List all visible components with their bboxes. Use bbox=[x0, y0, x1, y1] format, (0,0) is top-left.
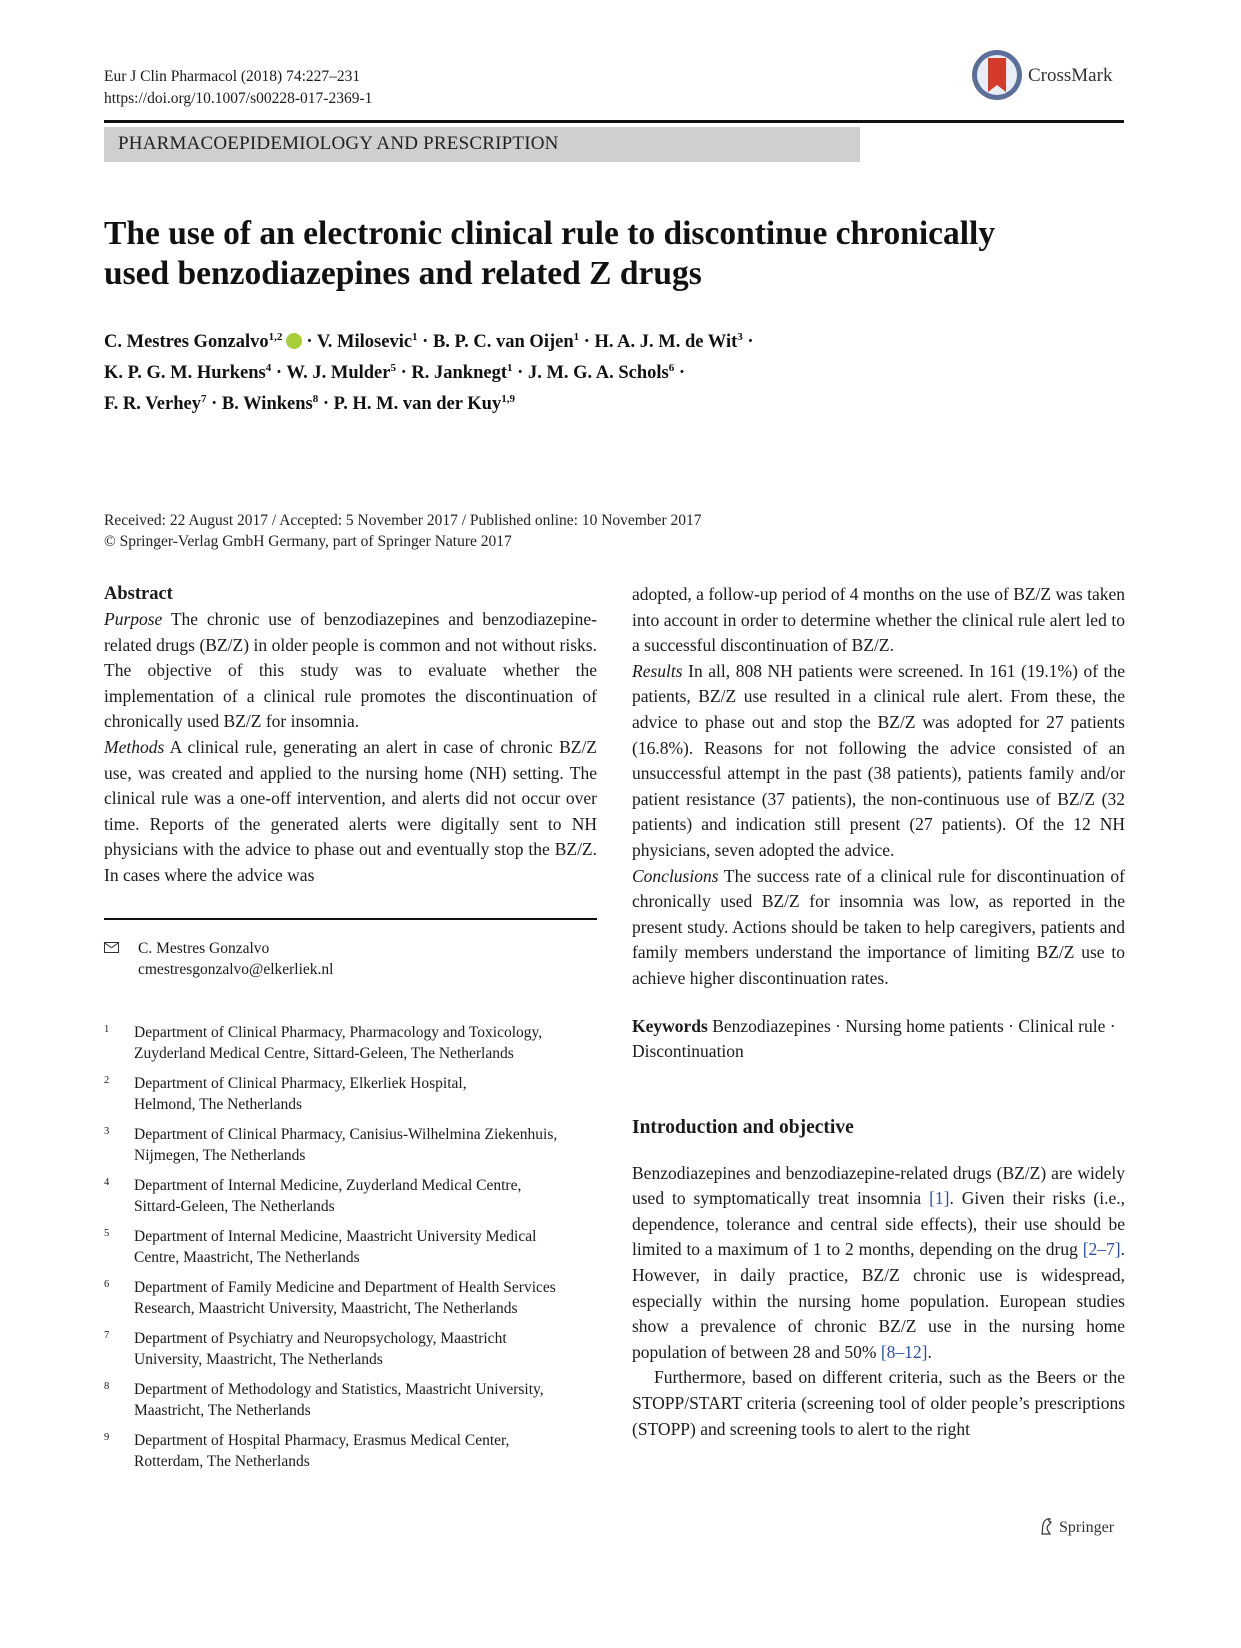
author-name[interactable]: J. M. G. A. Schols bbox=[527, 363, 669, 384]
author-name[interactable]: K. P. G. M. Hurkens bbox=[104, 363, 266, 384]
purpose-label: Purpose bbox=[104, 609, 163, 629]
author-affil-sup: 6 bbox=[668, 362, 675, 375]
author-name[interactable]: C. Mestres Gonzalvo bbox=[104, 332, 269, 353]
affiliation-line: Department of Clinical Pharmacy, Pharmacology and Toxicology, bbox=[134, 1024, 543, 1041]
intro-paragraph-2: Furthermore, based on different criteria, such as the Beers or the STOPP/START criteria (screening tool of older people’s prescriptions (STOPP) and screening tools to alert to the right bbox=[632, 1367, 1125, 1439]
affiliation-number: 1 bbox=[104, 1024, 110, 1035]
affiliation-line: Department of Family Medicine and Department of Health Services bbox=[134, 1279, 556, 1296]
intro-text: Benzodiazepines and benzodiazepine-related drugs (BZ/Z) are widely used to symptomatically treat insomnia bbox=[632, 1162, 1125, 1209]
affiliation-line: Zuyderland Medical Centre, Sittard-Geleen, The Netherlands bbox=[134, 1044, 514, 1062]
affiliation-line: Helmond, The Netherlands bbox=[134, 1095, 303, 1113]
author-name[interactable]: P. H. M. van der Kuy bbox=[333, 394, 502, 415]
abstract-purpose bbox=[104, 607, 597, 735]
affiliation-number: 2 bbox=[104, 1075, 110, 1086]
affiliation-line: Department of Methodology and Statistics, Maastricht University, bbox=[134, 1381, 544, 1398]
author-list bbox=[104, 324, 1124, 417]
author-name[interactable]: F. R. Verhey bbox=[104, 394, 201, 415]
affiliation-item bbox=[104, 1023, 604, 1064]
author-line-2: K. P. G. M. Hurkens$^4$ · W. J. Mulder$^5$ · R. Janknegt$^1$ · J. M. G. A. Schols$^6$ · bbox=[104, 362, 686, 384]
author-name[interactable]: B. P. C. van Oijen bbox=[432, 332, 574, 353]
affiliation-number: 8 bbox=[104, 1381, 110, 1392]
abstract-left-column bbox=[104, 582, 597, 889]
affiliation-line: Rotterdam, The Netherlands bbox=[134, 1452, 310, 1470]
envelope-icon bbox=[104, 942, 119, 953]
affiliation-line: Department of Hospital Pharmacy, Erasmus Medical Center, bbox=[134, 1432, 510, 1449]
author-affil-sup: 1 bbox=[573, 331, 580, 343]
corresponding-email[interactable]: cmestresgonzalvo@elkerliek.nl bbox=[138, 961, 334, 978]
intro-text: . bbox=[927, 1341, 932, 1362]
affiliation-item bbox=[104, 1278, 604, 1319]
title-line-1: The use of an electronic clinical rule to discontinue chronically bbox=[104, 215, 996, 252]
methods-continued: adopted, a follow-up period of 4 months on the use of BZ/Z was taken into account in order to determine whether the clinical rule alert led to a successful discontinuation of BZ/Z. bbox=[632, 584, 1125, 656]
affiliation-line: Department of Psychiatry and Neuropsychology, Maastricht bbox=[134, 1330, 507, 1347]
affiliation-line: Department of Internal Medicine, Zuyderland Medical Centre, bbox=[134, 1177, 522, 1194]
author-affil-sup: 8 bbox=[312, 393, 319, 406]
conclusions-label: Conclusions bbox=[632, 865, 719, 886]
author-line-1: C. Mestres Gonzalvo$^{1,2}$ · V. Milosevic$^1$ · B. P. C. van Oijen$^1$ · H. A. J. M. de Wit$^3$ · bbox=[104, 331, 754, 353]
results-text: In all, 808 NH patients were screened. In 161 (19.1%) of the patients, BZ/Z use resulted in a clinical rule alert. From these, the advice to phase out and stop the BZ/Z was adopted for 27 patients (16.8%). Reasons for not following the advice consisted of an unsuccessful attempt in the past (38 patients), patients family and/or patient resistance (37 patients), the non-continuous use of BZ/Z (32 patients) and indication still present (27 patients). Of the 12 NH physicians, seven adopted the advice. bbox=[632, 660, 1125, 860]
author-line-3: F. R. Verhey$^7$ · B. Winkens$^8$ · P. H. M. van der Kuy$^{1,9}$ bbox=[104, 393, 515, 415]
affiliation-line: Centre, Maastricht, The Netherlands bbox=[134, 1248, 360, 1266]
publication-dates bbox=[104, 510, 702, 552]
affiliation-line: Sittard-Geleen, The Netherlands bbox=[134, 1197, 335, 1215]
header-rule bbox=[104, 120, 1124, 123]
author-affil-sup: 1,9 bbox=[501, 393, 515, 406]
section-label: PHARMACOEPIDEMIOLOGY AND PRESCRIPTION bbox=[118, 133, 559, 154]
author-affil-sup: 3 bbox=[737, 331, 743, 343]
abstract-right-column bbox=[632, 582, 1125, 1442]
abstract-heading: Abstract bbox=[104, 584, 173, 604]
section-heading-introduction: Introduction and objective bbox=[632, 1116, 854, 1138]
methods-label: Methods bbox=[104, 736, 165, 757]
crossmark-label: CrossMark bbox=[1028, 65, 1113, 86]
affiliation-line: Maastricht, The Netherlands bbox=[134, 1401, 311, 1419]
intro-text: . Given their risks (i.e., dependence, tolerance and central side effects), their use should be limited to a maximum of 1 to 2 months, depending on the drug bbox=[632, 1188, 1125, 1260]
author-name[interactable]: R. Janknegt bbox=[411, 363, 508, 384]
abstract-methods bbox=[104, 735, 597, 889]
methods-text: A clinical rule, generating an alert in case of chronic BZ/Z use, was created and applied to the nursing home (NH) setting. The clinical rule was a one-off intervention, and alerts did not occur over time. Reports of the generated alerts were digitally sent to NH physicians with the advice to phase out and eventually stop the BZ/Z. In cases where the advice was bbox=[104, 736, 597, 885]
keywords-list: Benzodiazepines · Nursing home patients · Clinical rule · Discontinuation bbox=[632, 1015, 1116, 1062]
copyright-line: © Springer-Verlag GmbH Germany, part of Springer Nature 2017 bbox=[104, 533, 512, 550]
author-affil-sup: 1 bbox=[507, 362, 513, 375]
affiliation-number: 5 bbox=[104, 1228, 110, 1239]
affiliation-number: 3 bbox=[104, 1126, 110, 1137]
affiliation-line: Department of Internal Medicine, Maastricht University Medical bbox=[134, 1228, 537, 1245]
section-banner bbox=[104, 127, 860, 162]
author-affil-sup: 7 bbox=[200, 393, 207, 406]
affiliation-line: Nijmegen, The Netherlands bbox=[134, 1146, 306, 1164]
history-dates: Received: 22 August 2017 / Accepted: 5 November 2017 / Published online: 10 November 2017 bbox=[104, 512, 702, 529]
author-affil-sup: 5 bbox=[390, 362, 396, 375]
affiliation-item bbox=[104, 1176, 604, 1217]
affiliation-number: 4 bbox=[104, 1177, 110, 1188]
affiliation-line: Research, Maastricht University, Maastricht, The Netherlands bbox=[134, 1299, 518, 1317]
journal-info bbox=[104, 66, 372, 110]
orcid-icon[interactable] bbox=[286, 333, 302, 349]
journal-citation: Eur J Clin Pharmacol (2018) 74:227–231 bbox=[104, 68, 361, 85]
affiliation-item bbox=[104, 1329, 604, 1370]
citation-link[interactable]: [8–12] bbox=[880, 1341, 928, 1362]
affiliation-item bbox=[104, 1074, 604, 1115]
keywords bbox=[632, 1014, 1125, 1065]
title-line-2: used benzodiazepines and related Z drugs bbox=[104, 255, 702, 292]
affiliation-number: 7 bbox=[104, 1330, 110, 1341]
citation-link[interactable]: [1] bbox=[929, 1188, 950, 1209]
author-name[interactable]: H. A. J. M. de Wit bbox=[594, 332, 738, 353]
springer-horse-icon bbox=[1039, 1517, 1053, 1535]
affiliation-number: 6 bbox=[104, 1279, 110, 1290]
affiliation-line: Department of Clinical Pharmacy, Elkerliek Hospital, bbox=[134, 1075, 467, 1092]
doi-link[interactable]: https://doi.org/10.1007/s00228-017-2369-1 bbox=[104, 90, 373, 107]
author-name[interactable]: V. Milosevic bbox=[316, 332, 413, 353]
abstract-conclusions bbox=[632, 864, 1125, 992]
affiliation-line: Department of Clinical Pharmacy, Canisius-Wilhelmina Ziekenhuis, bbox=[134, 1126, 558, 1143]
affiliation-item bbox=[104, 1431, 604, 1472]
crossmark-icon bbox=[970, 48, 1024, 102]
affiliation-line: University, Maastricht, The Netherlands bbox=[134, 1350, 383, 1368]
affiliation-list bbox=[104, 1023, 604, 1482]
conclusions-text: The success rate of a clinical rule for discontinuation of chronically used BZ/Z for insomnia was low, as reported in the present study. Actions should be taken to help caregivers, patients and family members understand the importance of limiting BZ/Z use to achieve higher discontinuation rates. bbox=[632, 865, 1125, 988]
citation-link[interactable]: [2–7] bbox=[1082, 1239, 1121, 1260]
purpose-text: The chronic use of benzodiazepines and benzodiazepine-related drugs (BZ/Z) in older people is common and not without risks. The objective of this study was to evaluate whether the implementation of a clinical rule promotes the discontinuation of chronically used BZ/Z for insomnia. bbox=[104, 609, 598, 732]
corresponding-author bbox=[104, 938, 333, 980]
article-title bbox=[104, 214, 1104, 294]
footnote-rule bbox=[104, 918, 597, 920]
publisher-footer bbox=[1039, 1517, 1114, 1537]
keywords-label: Keywords bbox=[632, 1015, 708, 1036]
abstract-results bbox=[632, 659, 1125, 864]
intro-paragraph-1 bbox=[632, 1161, 1125, 1366]
author-name[interactable]: B. Winkens bbox=[221, 394, 313, 415]
intro-text: . However, in daily practice, BZ/Z chronic use is widespread, especially within the nursing home population. European studies show a prevalence of chronic BZ/Z use in the nursing home population of between 28 and 50% bbox=[632, 1239, 1125, 1362]
affiliation-item bbox=[104, 1227, 604, 1268]
author-name[interactable]: W. J. Mulder bbox=[286, 363, 391, 384]
crossmark-badge[interactable] bbox=[970, 48, 1120, 108]
publisher-name: Springer bbox=[1059, 1519, 1115, 1536]
affiliation-number: 9 bbox=[104, 1432, 110, 1443]
results-label: Results bbox=[632, 660, 683, 681]
affiliation-item bbox=[104, 1380, 604, 1421]
corresponding-name: C. Mestres Gonzalvo bbox=[138, 940, 270, 957]
author-affil-sup: 1 bbox=[412, 331, 418, 343]
author-affil-sup: 1,2 bbox=[268, 331, 283, 343]
author-affil-sup: 4 bbox=[265, 362, 272, 375]
affiliation-item bbox=[104, 1125, 604, 1166]
